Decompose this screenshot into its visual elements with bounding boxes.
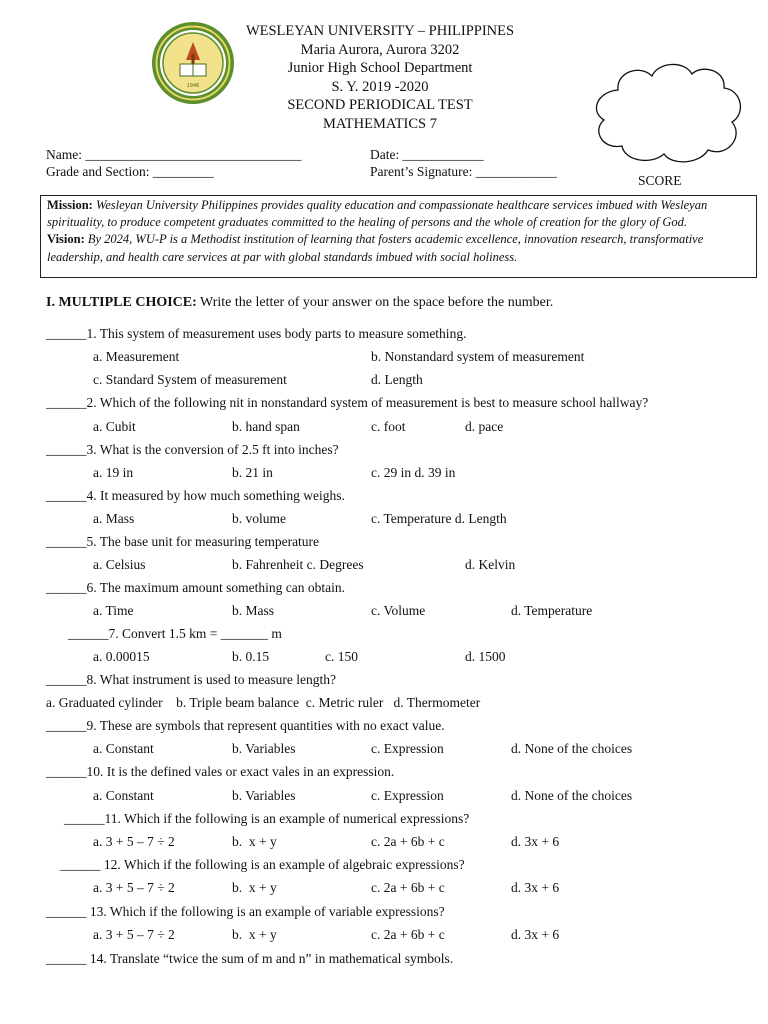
subject: MATHEMATICS 7 <box>323 116 437 132</box>
vision-label: Vision: <box>47 232 85 247</box>
q3-option-cd: c. 29 in d. 39 in <box>371 465 456 480</box>
q2-option-a: a. Cubit <box>93 419 136 434</box>
university-name: WESLEYAN UNIVERSITY – PHILIPPINES <box>245 23 515 39</box>
question-4: ______4. It measured by how much something weighs. <box>46 488 345 503</box>
q2-option-d: d. pace <box>465 419 504 434</box>
q7-option-b: b. 0.15 <box>232 649 270 664</box>
q12-option-a: a. 3 + 5 – 7 ÷ 2 <box>93 880 175 895</box>
q9-option-d: d. None of the choices <box>511 741 633 756</box>
score-cloud <box>588 60 748 166</box>
question-7: ______7. Convert 1.5 km = _______ m <box>68 626 282 641</box>
school-year: S. Y. 2019 -2020 <box>331 79 429 95</box>
q13-option-b: b. x + y <box>232 927 277 942</box>
q7-option-a: a. 0.00015 <box>93 649 150 664</box>
q13-option-d: d. 3x + 6 <box>511 927 560 942</box>
q11-option-b: b. x + y <box>232 834 277 849</box>
department: Junior High School Department <box>287 60 473 76</box>
q12-option-b: b. x + y <box>232 880 277 895</box>
question-1: ______1. This system of measurement uses body parts to measure something. <box>46 326 467 341</box>
question-6: ______6. The maximum amount something can obtain. <box>46 580 345 595</box>
question-10: ______10. It is the defined vales or exact vales in an expression. <box>46 764 395 779</box>
date-field[interactable]: Date: ____________ <box>370 147 484 162</box>
q6-option-c: c. Volume <box>371 603 426 618</box>
score-label: SCORE <box>638 173 682 188</box>
question-12: ______ 12. Which if the following is an example of algebraic expressions? <box>60 857 465 872</box>
section-instruction: Write the letter of your answer on the space before the number. <box>200 295 554 310</box>
svg-text:1946: 1946 <box>186 83 200 89</box>
q6-option-b: b. Mass <box>232 603 275 618</box>
mission-text: Wesleyan University Philippines provides quality education and compassionate healthcare services imbued with Wesleyan spirituality, to produce competent graduates committed to the healing of persons and the whole of creation for the glory of God. <box>47 198 708 230</box>
question-13: ______ 13. Which if the following is an example of variable expressions? <box>46 904 445 919</box>
section-title: I. MULTIPLE CHOICE: <box>46 295 197 310</box>
q11-option-a: a. 3 + 5 – 7 ÷ 2 <box>93 834 175 849</box>
q7-option-d: d. 1500 <box>465 649 506 664</box>
q10-option-c: c. Expression <box>371 788 444 803</box>
q3-option-a: a. 19 in <box>93 465 134 480</box>
q5-option-d: d. Kelvin <box>465 557 516 572</box>
section-heading <box>46 295 553 311</box>
q5-option-bc: b. Fahrenheit c. Degrees <box>232 557 364 572</box>
q13-option-c: c. 2a + 6b + c <box>371 927 445 942</box>
university-address: Maria Aurora, Aurora 3202 <box>300 42 460 58</box>
q2-option-c: c. foot <box>371 419 406 434</box>
parent-signature-field[interactable]: Parent’s Signature: ____________ <box>370 164 557 179</box>
q13-option-a: a. 3 + 5 – 7 ÷ 2 <box>93 927 175 942</box>
test-title: SECOND PERIODICAL TEST <box>287 97 473 113</box>
q1-option-c: c. Standard System of measurement <box>93 372 287 387</box>
q4-option-cd: c. Temperature d. Length <box>371 511 507 526</box>
q3-option-b: b. 21 in <box>232 465 273 480</box>
q5-option-a: a. Celsius <box>93 557 146 572</box>
q4-option-a: a. Mass <box>93 511 135 526</box>
question-3: ______3. What is the conversion of 2.5 ft into inches? <box>46 442 339 457</box>
q1-option-d: d. Length <box>371 372 423 387</box>
mission-vision-box <box>40 195 757 278</box>
question-9: ______9. These are symbols that represent quantities with no exact value. <box>46 718 445 733</box>
q2-option-b: b. hand span <box>232 419 300 434</box>
grade-section-field[interactable]: Grade and Section: _________ <box>46 164 214 179</box>
question-14: ______ 14. Translate “twice the sum of m and n” in mathematical symbols. <box>46 951 454 966</box>
mission-label: Mission: <box>47 198 93 212</box>
vision-text: By 2024, WU-P is a Methodist institution of learning that fosters academic excellence, innovation research, transformative leadership, and health care services at par with global standards imbued with social holiness. <box>47 232 704 264</box>
q12-option-d: d. 3x + 6 <box>511 880 560 895</box>
q10-option-d: d. None of the choices <box>511 788 633 803</box>
q6-option-a: a. Time <box>93 603 134 618</box>
q1-option-a: a. Measurement <box>93 349 180 364</box>
q12-option-c: c. 2a + 6b + c <box>371 880 445 895</box>
question-11: ______11. Which if the following is an example of numerical expressions? <box>64 811 470 826</box>
q10-option-a: a. Constant <box>93 788 154 803</box>
q9-option-c: c. Expression <box>371 741 444 756</box>
q6-option-d: d. Temperature <box>511 603 593 618</box>
q8-options: a. Graduated cylinder b. Triple beam balance c. Metric ruler d. Thermometer <box>46 695 481 710</box>
name-field[interactable]: Name: ________________________________ <box>46 147 302 162</box>
q11-option-d: d. 3x + 6 <box>511 834 560 849</box>
question-5: ______5. The base unit for measuring temperature <box>46 534 320 549</box>
q4-option-b: b. volume <box>232 511 286 526</box>
q10-option-b: b. Variables <box>232 788 296 803</box>
question-2: ______2. Which of the following nit in nonstandard system of measurement is best to measure school hallway? <box>46 395 649 410</box>
q1-option-b: b. Nonstandard system of measurement <box>371 349 585 364</box>
question-8: ______8. What instrument is used to measure length? <box>46 672 336 687</box>
q11-option-c: c. 2a + 6b + c <box>371 834 445 849</box>
q9-option-a: a. Constant <box>93 741 154 756</box>
q7-option-c: c. 150 <box>325 649 358 664</box>
q9-option-b: b. Variables <box>232 741 296 756</box>
